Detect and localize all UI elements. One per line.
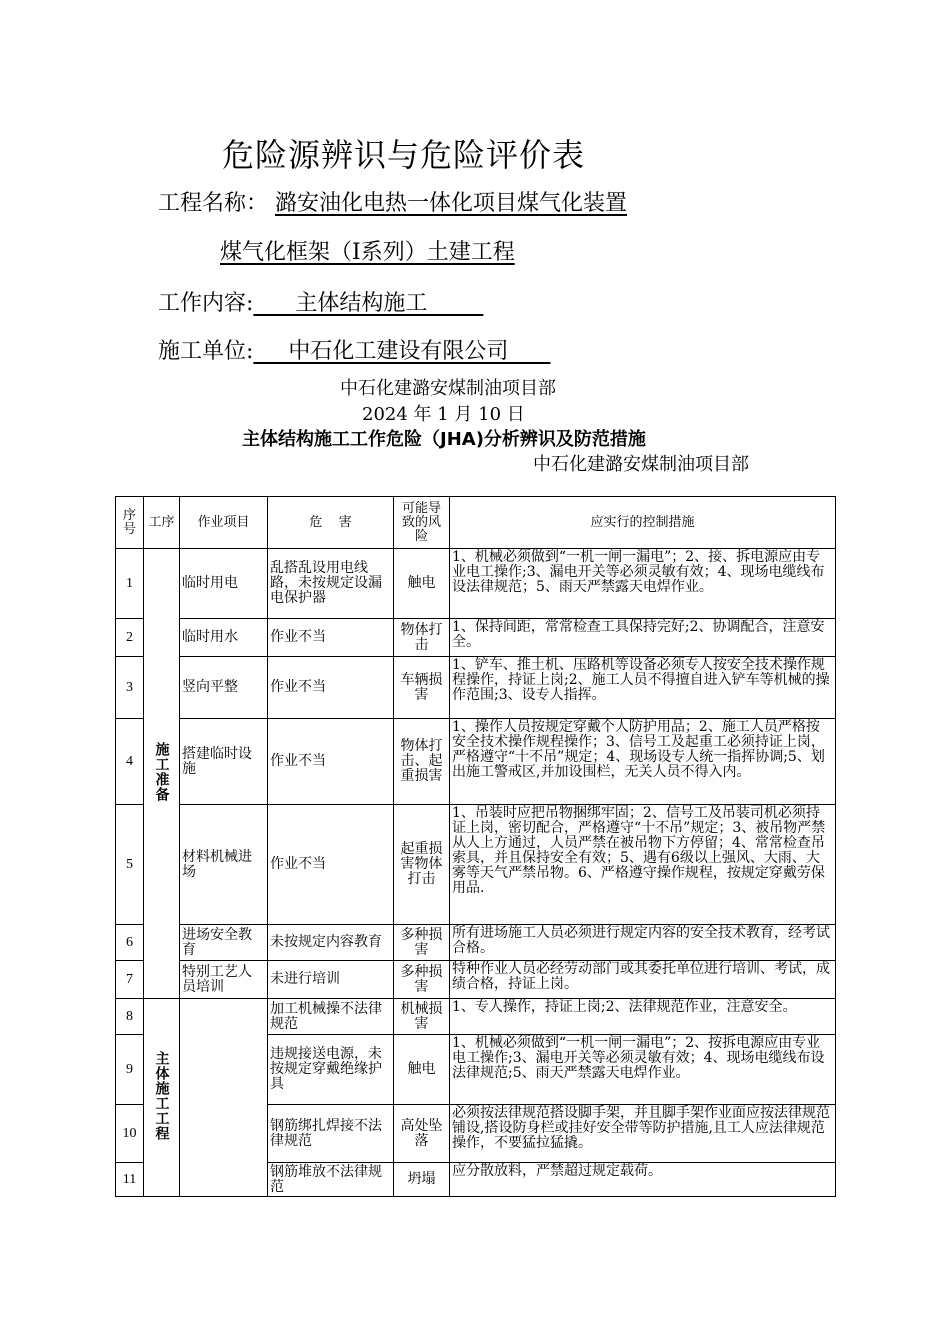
row-risk: 坍塌 — [394, 1163, 450, 1197]
document-title: 危险源辨识与危险评价表 — [222, 136, 586, 174]
table-row — [116, 805, 836, 925]
row-item: 进场安全教育 — [180, 925, 268, 961]
table-row — [116, 961, 836, 999]
row-risk: 机械损害 — [394, 999, 450, 1035]
row-no: 5 — [116, 805, 144, 925]
row-item: 材料机械进场 — [180, 805, 268, 925]
project-name-label: 工程名称： — [158, 191, 269, 216]
project-name-value-line2: 煤气化框架（Ⅰ系列）土建工程 — [220, 240, 515, 265]
header-hazard: 危 害 — [268, 497, 394, 549]
row-hazard: 钢筋堆放不法律规范 — [268, 1163, 394, 1197]
row-hazard: 钢筋绑扎焊接不法律规范 — [268, 1105, 394, 1163]
row-measure: 必须按法律规范搭设脚手架，并且脚手架作业面应按法律规范铺设,搭设防身栏或挂好安全带等防护措施,且工人应法律规范操作，不要猛拉猛撬。 — [450, 1105, 836, 1163]
row-no: 1 — [116, 549, 144, 619]
project-name-value-line1: 潞安油化电热一体化项目煤气化装置 — [275, 191, 628, 216]
row-measure: 所有进场施工人员必须进行规定内容的安全技术教育，经考试合格。 — [450, 925, 836, 961]
row-risk: 高处坠落 — [394, 1105, 450, 1163]
stage-cell-preparation — [144, 549, 180, 999]
row-measure: 1、专人操作，持证上岗;2、法律规范作业，注意安全。 — [450, 999, 836, 1035]
row-no: 8 — [116, 999, 144, 1035]
row-no: 7 — [116, 961, 144, 999]
project-name-line2 — [220, 235, 515, 266]
document-date: 2024 年 1 月 10 日 — [362, 404, 525, 425]
row-item: 竖向平整 — [180, 657, 268, 719]
row-item: 搭建临时设施 — [180, 719, 268, 805]
contractor-value: 中石化工建设有限公司 — [253, 339, 551, 364]
contractor-label: 施工单位: — [158, 339, 254, 364]
table-subtitle: 主体结构施工工作危险（JHA)分析辨识及防范措施 — [242, 429, 646, 450]
work-content-field — [158, 286, 483, 317]
row-item: 临时用电 — [180, 549, 268, 619]
table-row — [116, 619, 836, 657]
table-row — [116, 549, 836, 619]
row-no: 6 — [116, 925, 144, 961]
row-hazard: 违规接送电源，未按规定穿戴绝缘护具 — [268, 1035, 394, 1105]
row-risk: 物体打击、起重损害 — [394, 719, 450, 805]
row-hazard: 作业不当 — [268, 619, 394, 657]
row-measure: 应分散放料，严禁超过规定载荷。 — [450, 1163, 836, 1197]
header-measure: 应实行的控制措施 — [450, 497, 836, 549]
table-row — [116, 719, 836, 805]
row-no: 10 — [116, 1105, 144, 1163]
table-header-row — [116, 497, 836, 549]
row-no: 9 — [116, 1035, 144, 1105]
header-no: 序号 — [116, 497, 144, 549]
row-item — [180, 999, 268, 1197]
row-hazard: 未进行培训 — [268, 961, 394, 999]
row-measure: 1、吊装时应把吊物捆绑牢固；2、信号工及吊装司机必须持证上岗，密切配合，严格遵守“十不吊”规定；3、被吊物严禁从人上方通过，人员严禁在被吊物下方停留；4、常常检查吊索具，并且保持安全有效；5、遇有6级以上强风、大雨、大雾等天气严禁吊物。6、严格遵守操作规程，按规定穿戴劳保用品. — [450, 805, 836, 925]
row-hazard: 作业不当 — [268, 657, 394, 719]
row-measure: 1、铲车、推土机、压路机等设备必须专人按安全技术操作规程操作，持证上岗;2、施工人员不得擅自进入铲车等机械的操作范围;3、设专人指挥。 — [450, 657, 836, 719]
table-row — [116, 925, 836, 961]
row-item: 特别工艺人员培训 — [180, 961, 268, 999]
stage-cell-main-construction — [144, 999, 180, 1197]
row-risk: 物体打击 — [394, 619, 450, 657]
row-risk: 车辆损害 — [394, 657, 450, 719]
table-row — [116, 657, 836, 719]
row-measure: 1、操作人员按规定穿戴个人防护用品；2、施工人员严格按安全技术操作规程操作；3、信号工及起重工必须持证上岗，严格遵守“十不吊”规定；4、现场设专人统一指挥协调;5、划出施工警戒区,并加设围栏，无关人员不得入内。 — [450, 719, 836, 805]
row-no: 11 — [116, 1163, 144, 1197]
jha-table — [115, 496, 836, 1197]
row-measure: 1、保持间距，常常检查工具保持完好;2、协调配合，注意安全。 — [450, 619, 836, 657]
row-measure: 1、机械必须做到“一机一闸一漏电”；2、按拆电源应由专业电工操作;3、漏电开关等必须灵敏有效；4、现场电缆线布设法律规范;5、雨天严禁露天电焊作业。 — [450, 1035, 836, 1105]
header-stage: 工序 — [144, 497, 180, 549]
organization-center: 中石化建潞安煤制油项目部 — [340, 378, 556, 399]
row-risk: 触电 — [394, 1035, 450, 1105]
row-risk: 多种损害 — [394, 961, 450, 999]
row-hazard: 作业不当 — [268, 805, 394, 925]
header-risk: 可能导致的风险 — [394, 497, 450, 549]
contractor-field — [158, 334, 550, 365]
stage-label: 主体施工工程 — [153, 1050, 170, 1141]
project-name-field — [158, 186, 627, 217]
work-content-value: 主体结构施工 — [253, 291, 484, 316]
row-measure: 特种作业人员必经劳动部门或其委托单位进行培训、考试，成绩合格，持证上岗。 — [450, 961, 836, 999]
row-no: 3 — [116, 657, 144, 719]
organization-right: 中石化建潞安煤制油项目部 — [533, 454, 749, 475]
row-no: 4 — [116, 719, 144, 805]
row-hazard: 未按规定内容教育 — [268, 925, 394, 961]
row-item: 临时用水 — [180, 619, 268, 657]
row-hazard: 乱搭乱设用电线路，未按规定设漏电保护器 — [268, 549, 394, 619]
table-row — [116, 999, 836, 1035]
row-no: 2 — [116, 619, 144, 657]
row-risk: 多种损害 — [394, 925, 450, 961]
work-content-label: 工作内容: — [158, 291, 254, 316]
stage-label: 施工准备 — [153, 741, 170, 802]
row-measure: 1、机械必须做到“一机一闸一漏电”；2、接、拆电源应由专业电工操作;3、漏电开关等必须灵敏有效；4、现场电缆线布设法律规范；5、雨天严禁露天电焊作业。 — [450, 549, 836, 619]
header-item: 作业项目 — [180, 497, 268, 549]
row-hazard: 作业不当 — [268, 719, 394, 805]
row-risk: 触电 — [394, 549, 450, 619]
row-risk: 起重损害物体打击 — [394, 805, 450, 925]
row-hazard: 加工机械操不法律规范 — [268, 999, 394, 1035]
